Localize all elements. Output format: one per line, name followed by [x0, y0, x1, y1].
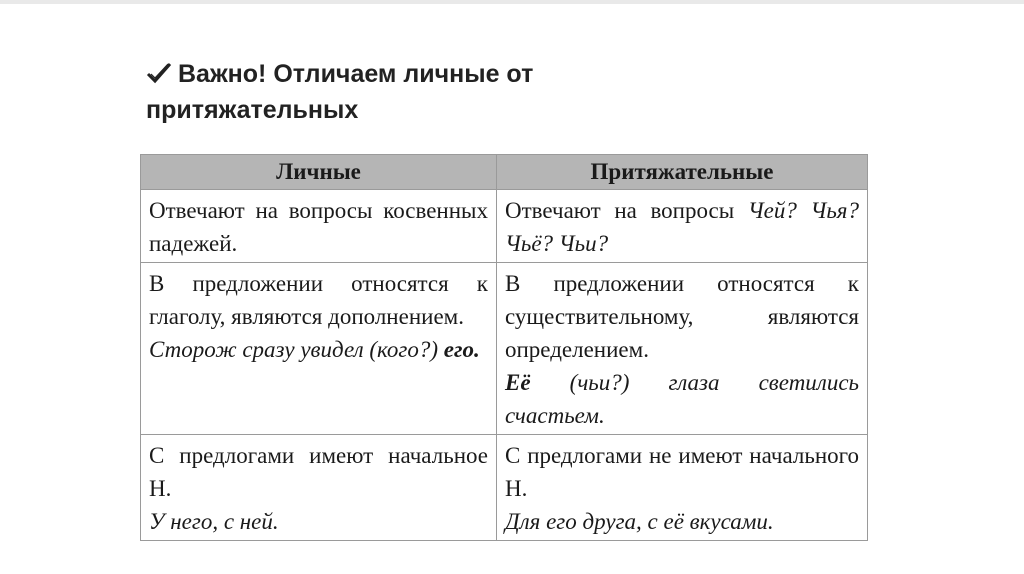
cell-text: С предлогами имеют начальное Н.: [149, 443, 488, 501]
cell-text: Отвечают на вопросы: [505, 198, 735, 223]
slide-title: [146, 58, 746, 127]
cell-text: В предложении относятся к глаголу, являются дополнением.: [149, 271, 488, 329]
cell-questions-personal: [141, 190, 497, 263]
cell-example: Для его друга, с её вкусами.: [505, 509, 774, 534]
cell-example: Чей? Чья? Чьё? Чьи?: [505, 198, 859, 256]
cell-text: С предлогами не имеют начального Н.: [505, 443, 859, 501]
example-bold: Её: [505, 370, 531, 395]
cell-prepositions-possessive: [497, 435, 868, 541]
top-divider: [0, 0, 1024, 4]
cell-prepositions-personal: [141, 435, 497, 541]
cell-role-possessive: [497, 263, 868, 435]
comparison-table: [140, 154, 868, 541]
check-icon: [146, 61, 172, 94]
table-row: [141, 190, 868, 263]
header-possessive: Притяжательные: [497, 155, 868, 190]
cell-example: [505, 366, 859, 432]
cell-example: [149, 333, 488, 366]
table-row: [141, 263, 868, 435]
cell-example: У него, с ней.: [149, 509, 279, 534]
cell-text: Отвечают на вопросы косвенных падежей.: [149, 198, 488, 256]
title-line-1: Важно! Отличаем личные от: [178, 60, 534, 88]
cell-text: В предложении относятся к существительному, являются определением.: [505, 271, 859, 362]
cell-role-personal: [141, 263, 497, 435]
table-header-row: [141, 155, 868, 190]
title-line-2: притяжательных: [146, 96, 359, 124]
example-text: (чьи?) глаза светились счастьем.: [505, 370, 860, 428]
table-row: [141, 435, 868, 541]
example-text: Сторож сразу увидел (кого?): [149, 337, 439, 362]
header-personal: Личные: [141, 155, 497, 190]
example-bold: его.: [443, 337, 480, 362]
cell-questions-possessive: [497, 190, 868, 263]
